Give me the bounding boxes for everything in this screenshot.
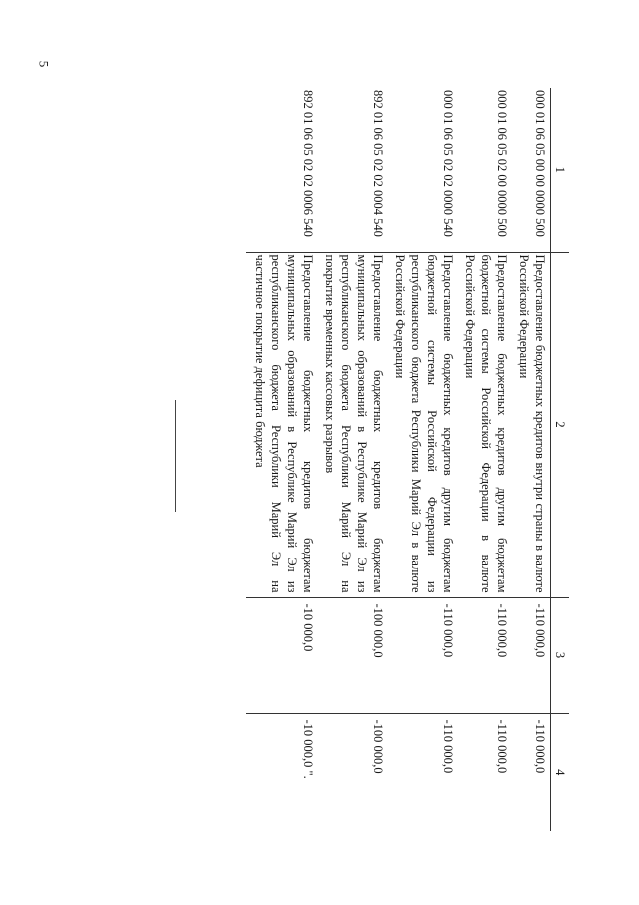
value-cell-col3: -110 000,0 [456, 597, 510, 713]
budget-code-cell: 000 01 06 05 02 00 0000 500 [495, 90, 509, 237]
description-cell: Предоставление бюджетных кредитов бюджетам муниципальных образований в Республике Марий Эл из республиканского бюджета Республики Марий Эл на покрытие временных кассовых разрывов [316, 252, 386, 597]
table-row [510, 88, 551, 831]
value-cell-col3: -110 000,0 [510, 597, 551, 713]
column-header-4: 4 [551, 713, 570, 831]
column-header-2: 2 [551, 252, 570, 597]
closing-quote-mark: ". [301, 767, 315, 779]
column-header-3: 3 [551, 597, 570, 713]
budget-code-cell: 000 01 06 05 02 02 0000 540 [441, 90, 455, 237]
budget-table [246, 88, 569, 831]
value-cell-col4: -110 000,0 [386, 713, 456, 831]
budget-code-cell: 892 01 06 05 02 02 0006 540 [301, 90, 315, 237]
table-header-row [551, 88, 570, 831]
page-number: 5 [36, 60, 52, 68]
value-cell-col3: -10 000,0 [246, 597, 316, 713]
value-cell-col4-with-closing-mark [246, 713, 316, 831]
table-row [316, 88, 386, 831]
description-cell: Предоставление бюджетных кредитов другим бюджетам бюджетной системы Российской Федерации из республиканского бюджета Республики Марий Эл в валюте Российской Федерации [386, 252, 456, 597]
description-cell: Предоставление бюджетных кредитов бюджетам муниципальных образований в Республике Марий Эл из республиканского бюджета Республики Марий Эл на частичное покрытие дефицита бюджета [246, 252, 316, 597]
column-header-1: 1 [551, 88, 570, 252]
table-row [456, 88, 510, 831]
description-cell: Предоставление бюджетных кредитов другим бюджетам бюджетной системы Российской Федерации в валюте Российской Федерации [456, 252, 510, 597]
separator-line [175, 400, 176, 512]
description-cell: Предоставление бюджетных кредитов внутри страны в валюте Российской Федерации [510, 252, 551, 597]
value-cell-col4: -110 000,0 [510, 713, 551, 831]
budget-code-cell: 892 01 06 05 02 02 0004 540 [371, 90, 385, 237]
value-cell-col4: -100 000,0 [316, 713, 386, 831]
value-cell-col3: -110 000,0 [386, 597, 456, 713]
value-col4: -10 000,0 [301, 719, 315, 768]
table-row [386, 88, 456, 831]
value-cell-col4: -110 000,0 [456, 713, 510, 831]
value-cell-col3: -100 000,0 [316, 597, 386, 713]
table-row [246, 88, 316, 831]
budget-code-cell: 000 01 06 05 00 00 0000 500 [533, 90, 547, 237]
